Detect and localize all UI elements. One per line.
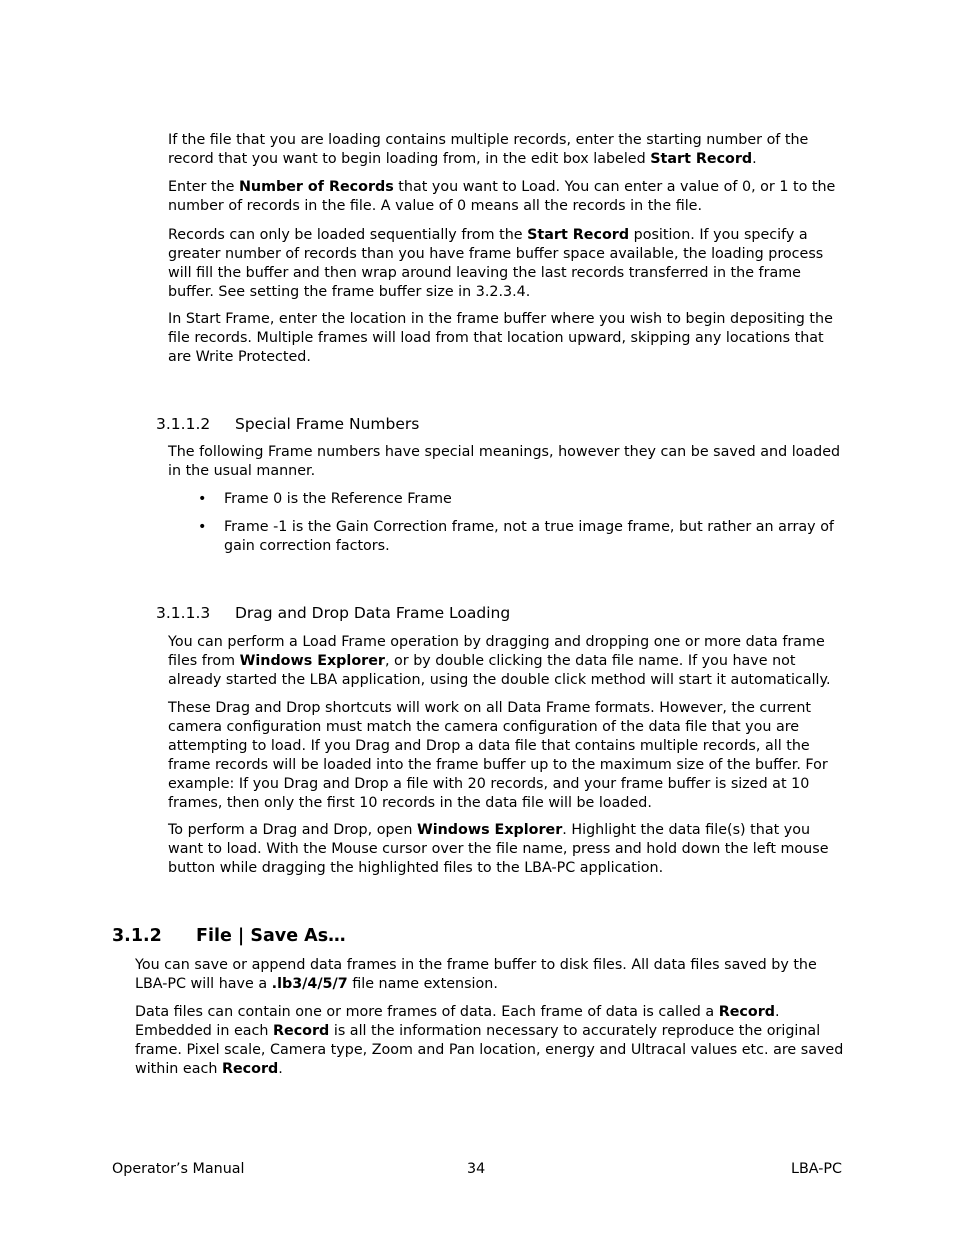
section-number: 3.1.2 [112, 926, 162, 946]
section-title: File | Save As… [196, 926, 346, 946]
term-record: Record [718, 1004, 776, 1020]
section-title: Special Frame Numbers [235, 415, 420, 433]
paragraph-sequential-loading: Records can only be loaded sequentially from the Start Record position. If you specify a greater number of records than you have frame buffer space available, the loading process will fill the buffer and then wrap around leaving the last records transferred in the frame buffer. See setting the frame buffer size in 3.2.3.4. [168, 227, 824, 300]
section-number: 3.1.1.2 [156, 415, 211, 433]
list-item: • Frame 0 is the Reference Frame [198, 491, 452, 507]
section-number: 3.1.1.3 [156, 604, 211, 622]
term-record: Record [273, 1023, 330, 1039]
term-start-record: Start Record [527, 227, 630, 243]
paragraph-records: Data files can contain one or more frames of data. Each frame of data is called a Record. Embedded in each Record is all the information necessary to accurately reproduce the original frame. Pixel scale, Camera type, Zoom and Pan location, energy and Ultracal values etc. are saved within each Record. [135, 1004, 844, 1077]
paragraph-special-frames: The following Frame numbers have special meanings, however they can be saved and loaded in the usual manner. [168, 444, 841, 479]
paragraph-drag-drop-howto: To perform a Drag and Drop, open Windows Explorer. Highlight the data file(s) that you want to load. With the Mouse cursor over the file name, press and hold down the left mouse button while dragging the highlighted files to the LBA-PC application. [168, 822, 829, 876]
paragraph-save-append: You can save or append data frames in the frame buffer to disk files. All data files saved by the LBA-PC will have a .lb3/4/5/7 file name extension. [135, 957, 817, 992]
footer-page-number: 34 [467, 1161, 486, 1177]
list-item: • Frame -1 is the Gain Correction frame, not a true image frame, but rather an array of gain correction factors. [198, 519, 834, 554]
special-frames-list [168, 490, 844, 556]
paragraph-number-of-records: Enter the Number of Records that you want to Load. You can enter a value of 0, or 1 to the number of records in the file. A value of 0 means all the records in the file. [168, 179, 836, 214]
term-start-record: Start Record [650, 151, 753, 167]
section-heading-file-save-as [112, 925, 346, 947]
term-windows-explorer: Windows Explorer [239, 653, 385, 669]
paragraph-drag-drop-formats: These Drag and Drop shortcuts will work on all Data Frame formats. However, the current camera configuration must match the camera configuration of the data file that you are attempting to load. If you Drag and Drop a data file that contains multiple records, all the frame records will be loaded into the frame buffer up to the maximum size of the buffer. For example: If you Drag and Drop a file with 20 records, and your frame buffer is sized at 10 frames, then only the first 10 records in the data file will be loaded. [168, 700, 828, 811]
paragraph-drag-drop-intro: You can perform a Load Frame operation by dragging and dropping one or more data frame files from Windows Explorer, or by double clicking the data file name. If you have not already started the LBA application, using the double click method will start it automatically. [168, 634, 831, 688]
term-record: Record [221, 1061, 279, 1077]
term-file-extension: .lb3/4/5/7 [271, 976, 348, 992]
term-windows-explorer: Windows Explorer [416, 822, 563, 838]
paragraph-start-record: If the file that you are loading contains multiple records, enter the starting number of the record that you want to begin loading from, in the edit box labeled Start Record. [168, 132, 809, 167]
footer-manual-title: Operator’s Manual [112, 1161, 245, 1177]
section-heading-special-frame-numbers [156, 414, 419, 434]
footer-product-name: LBA-PC [790, 1161, 842, 1177]
section-heading-drag-and-drop [156, 603, 510, 623]
bullet-icon: • [198, 491, 207, 507]
paragraph-start-frame: In Start Frame, enter the location in the frame buffer where you wish to begin depositing the file records. Multiple frames will load from that location upward, skipping any locations that are Write Protected. [168, 311, 833, 365]
section-title: Drag and Drop Data Frame Loading [235, 604, 511, 622]
bullet-icon: • [198, 519, 207, 535]
term-number-of-records: Number of Records [238, 179, 394, 195]
